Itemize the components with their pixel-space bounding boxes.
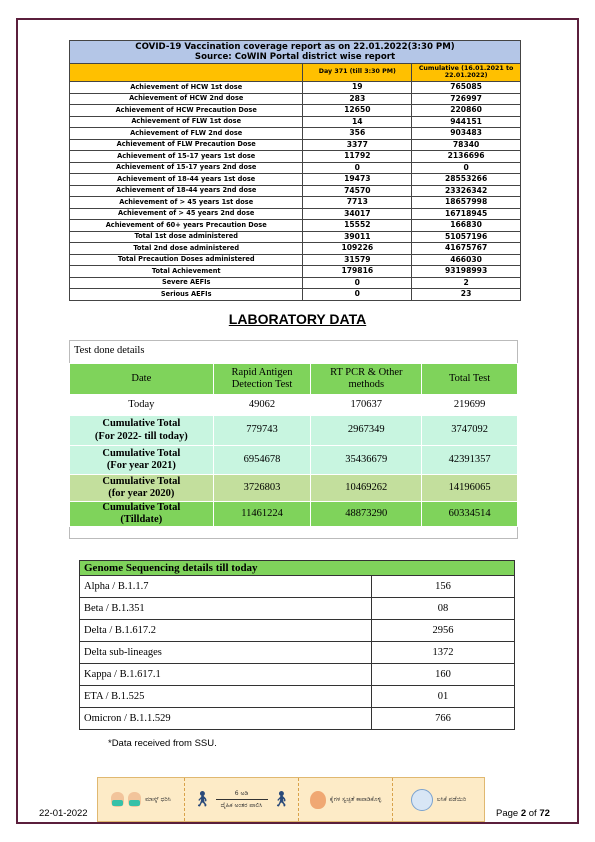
lab-row: [70, 475, 518, 502]
vaccination-row-day: 19: [303, 82, 412, 94]
vaccination-row-cumulative: 166830: [412, 220, 521, 232]
genome-row: [80, 642, 515, 664]
header-blank-cell: [70, 64, 303, 82]
vaccination-row-label: Total 1st dose administered: [70, 231, 303, 243]
covid-appropriate-behaviour-banner: [97, 777, 485, 822]
vaccination-row: [70, 139, 521, 151]
page-total: 72: [539, 808, 550, 819]
banner-distance-text: ದೈಹಿಕ ಅಂತರ ಪಾಲಿಸಿ: [220, 802, 263, 809]
vaccination-row-day: 0: [303, 277, 412, 289]
footer-date: 22-01-2022: [39, 808, 88, 819]
vaccination-row-label: Achievement of HCW 1st dose: [70, 82, 303, 94]
masked-face-icon: [128, 792, 141, 807]
vaccination-row-cumulative: 78340: [412, 139, 521, 151]
vaccination-title-row: [70, 41, 521, 64]
vaccination-row-cumulative: 23326342: [412, 185, 521, 197]
vaccination-row: [70, 116, 521, 128]
vaccination-row: [70, 243, 521, 255]
genome-variant-count: 766: [372, 708, 515, 730]
banner-distance-value: 6 ಅಡಿ: [234, 789, 249, 797]
lab-row: [70, 502, 518, 527]
lab-row-label-line1: Cumulative Total: [102, 447, 181, 459]
vaccination-row-cumulative: 2136696: [412, 151, 521, 163]
lab-caption: Test done details: [74, 345, 145, 356]
vaccination-source: Source: CoWIN Portal district wise report: [194, 52, 396, 62]
lab-row-total: 60334514: [422, 502, 518, 527]
vaccination-row-label: Achievement of 18-44 years 2nd dose: [70, 185, 303, 197]
genome-variant-name: Beta / B.1.351: [80, 598, 372, 620]
lab-header-rat-line2: Detection Test: [231, 379, 293, 390]
vaccination-row: [70, 151, 521, 163]
vaccination-row-cumulative: 0: [412, 162, 521, 174]
vaccination-row: [70, 128, 521, 140]
vaccination-row: [70, 162, 521, 174]
vaccination-row-label: Achievement of FLW 2nd dose: [70, 128, 303, 140]
genome-variant-count: 08: [372, 598, 515, 620]
header-day: Day 371 (till 3:30 PM): [303, 64, 412, 82]
person-icon: 🚶︎: [271, 790, 291, 808]
vaccination-row-cumulative: 16718945: [412, 208, 521, 220]
vaccination-row-day: 7713: [303, 197, 412, 209]
genome-variant-name: Delta sub-lineages: [80, 642, 372, 664]
banner-handwash-text: ಕೈಗಳ ಸ್ವಚ್ಛತೆ ಕಾಪಾಡಿಕೊಳ್ಳಿ: [329, 795, 382, 803]
lab-row: [70, 446, 518, 475]
vaccination-row-label: Severe AEFIs: [70, 277, 303, 289]
handwash-icon: [310, 791, 326, 809]
genome-variant-count: 1372: [372, 642, 515, 664]
vaccination-row-cumulative: 41675767: [412, 243, 521, 255]
vaccination-row-day: 15552: [303, 220, 412, 232]
lab-row-total: 3747092: [422, 416, 518, 446]
vaccination-row-cumulative: 28553266: [412, 174, 521, 186]
vaccination-row-day: 19473: [303, 174, 412, 186]
lab-row-label: [70, 502, 214, 527]
masked-face-icon: [111, 792, 124, 807]
lab-row-label-line1: Cumulative Total: [102, 502, 181, 513]
lab-row-total: 42391357: [422, 446, 518, 475]
lab-row-rtpcr: 170637: [311, 395, 422, 416]
vaccination-row-day: 0: [303, 289, 412, 301]
genome-table: [79, 560, 515, 730]
vaccination-table: [69, 40, 521, 301]
vaccination-row-cumulative: 18657998: [412, 197, 521, 209]
header-cumulative: Cumulative (16.01.2021 to 22.01.2022): [412, 64, 521, 82]
vaccination-row: [70, 266, 521, 278]
genome-row: [80, 686, 515, 708]
lab-header-date-text: Date: [131, 372, 152, 384]
lab-row-rat: 11461224: [213, 502, 311, 527]
lab-row-rtpcr: 48873290: [311, 502, 422, 527]
page-number: [496, 808, 550, 819]
vaccination-row-day: 11792: [303, 151, 412, 163]
vaccination-row-label: Achievement of 15-17 years 1st dose: [70, 151, 303, 163]
banner-vaccine-text: ಲಸಿಕೆ ಪಡೆಯಿರಿ: [436, 795, 467, 803]
vaccination-row-label: Achievement of HCW 2nd dose: [70, 93, 303, 105]
vaccination-row: [70, 231, 521, 243]
vaccination-row-cumulative: 726997: [412, 93, 521, 105]
page-of: of: [528, 808, 537, 819]
vaccination-row-day: 31579: [303, 254, 412, 266]
genome-variant-count: 156: [372, 576, 515, 598]
person-icon: 🚶︎: [192, 790, 212, 808]
genome-variant-name: Delta / B.1.617.2: [80, 620, 372, 642]
genome-row: [80, 576, 515, 598]
lab-row-rtpcr: 10469262: [311, 475, 422, 502]
vaccination-row: [70, 289, 521, 301]
vaccination-row-label: Achievement of HCW Precaution Dose: [70, 105, 303, 117]
vaccination-row-day: 39011: [303, 231, 412, 243]
lab-header-rtpcr-line2: methods: [348, 379, 385, 390]
vaccination-row-label: Achievement of > 45 years 2nd dose: [70, 208, 303, 220]
vaccination-row: [70, 220, 521, 232]
vaccination-row-day: 356: [303, 128, 412, 140]
vaccination-row-cumulative: 220860: [412, 105, 521, 117]
lab-header-total: [422, 364, 518, 395]
distance-arrow-icon: [216, 799, 268, 800]
lab-row-label-line2: (for year 2020): [108, 488, 175, 499]
vaccination-row: [70, 208, 521, 220]
vaccination-row-cumulative: 944151: [412, 116, 521, 128]
lab-header-rat-line1: Rapid Antigen: [231, 366, 293, 378]
vaccination-icon: [411, 789, 433, 811]
banner-distance-segment: [184, 778, 298, 821]
genome-row: [80, 598, 515, 620]
genome-variant-count: 160: [372, 664, 515, 686]
lab-table: [69, 363, 518, 527]
vaccination-row-label: Achievement of > 45 years 1st dose: [70, 197, 303, 209]
lab-header-rat: [213, 364, 311, 395]
genome-variant-name: Alpha / B.1.1.7: [80, 576, 372, 598]
vaccination-header-row: [70, 64, 521, 82]
vaccination-row: [70, 105, 521, 117]
genome-variant-count: 01: [372, 686, 515, 708]
page-current: 2: [520, 808, 527, 819]
genome-variant-name: Kappa / B.1.617.1: [80, 664, 372, 686]
lab-row-label-line2: (For 2022- till today): [94, 430, 188, 442]
genome-variant-name: Omicron / B.1.1.529: [80, 708, 372, 730]
vaccination-row-cumulative: 903483: [412, 128, 521, 140]
lab-header-rtpcr: [311, 364, 422, 395]
vaccination-row-cumulative: 93198993: [412, 266, 521, 278]
vaccination-row-day: 14: [303, 116, 412, 128]
vaccination-row: [70, 197, 521, 209]
vaccination-row: [70, 82, 521, 94]
vaccination-row-day: 179816: [303, 266, 412, 278]
lab-row-total: 219699: [422, 395, 518, 416]
lab-row: [70, 416, 518, 446]
banner-handwash-segment: [298, 778, 392, 821]
lab-row-rat: 779743: [213, 416, 311, 446]
lab-row-rtpcr: 35436679: [311, 446, 422, 475]
lab-row-total: 14196065: [422, 475, 518, 502]
lab-row-rat: 49062: [213, 395, 311, 416]
lab-row-rtpcr: 2967349: [311, 416, 422, 446]
vaccination-row-day: 0: [303, 162, 412, 174]
vaccination-row-label: Achievement of 15-17 years 2nd dose: [70, 162, 303, 174]
vaccination-row-cumulative: 23: [412, 289, 521, 301]
lab-row: [70, 395, 518, 416]
lab-row-label: [70, 416, 214, 446]
vaccination-row-label: Total Precaution Doses administered: [70, 254, 303, 266]
banner-vaccine-segment: [392, 778, 484, 821]
genome-variant-name: ETA / B.1.525: [80, 686, 372, 708]
vaccination-row-label: Achievement of 18-44 years 1st dose: [70, 174, 303, 186]
lab-header-date: [70, 364, 214, 395]
genome-variant-count: 2956: [372, 620, 515, 642]
data-source-note: *Data received from SSU.: [108, 738, 217, 749]
vaccination-row: [70, 174, 521, 186]
vaccination-row-day: 283: [303, 93, 412, 105]
vaccination-row-label: Total 2nd dose administered: [70, 243, 303, 255]
vaccination-row: [70, 277, 521, 289]
lab-row-label: [70, 395, 214, 416]
laboratory-heading: LABORATORY DATA: [228, 311, 367, 327]
vaccination-row-cumulative: 51057196: [412, 231, 521, 243]
vaccination-row-cumulative: 466030: [412, 254, 521, 266]
vaccination-row-day: 109226: [303, 243, 412, 255]
vaccination-row-cumulative: 765085: [412, 82, 521, 94]
banner-mask-segment: [98, 778, 184, 821]
vaccination-row-label: Achievement of FLW Precaution Dose: [70, 139, 303, 151]
vaccination-row: [70, 93, 521, 105]
lab-header-total-text: Total Test: [448, 372, 491, 384]
genome-row: [80, 708, 515, 730]
vaccination-row-day: 3377: [303, 139, 412, 151]
vaccination-row-cumulative: 2: [412, 277, 521, 289]
lab-row-rat: 6954678: [213, 446, 311, 475]
vaccination-row-label: Achievement of 60+ years Precaution Dose: [70, 220, 303, 232]
lab-header-row: [70, 364, 518, 395]
lab-row-label-line1: Cumulative Total: [102, 475, 181, 487]
lab-row-label-line2: (Tilldate): [120, 514, 163, 526]
vaccination-row-label: Serious AEFIs: [70, 289, 303, 301]
genome-row: [80, 620, 515, 642]
vaccination-row-label: Achievement of FLW 1st dose: [70, 116, 303, 128]
banner-mask-text: ಮಾಸ್ಕ್ ಧರಿಸಿ: [145, 795, 171, 803]
lab-row-label-line1: Today: [128, 398, 155, 410]
vaccination-row-label: Total Achievement: [70, 266, 303, 278]
genome-row: [80, 664, 515, 686]
page-prefix: Page: [496, 808, 519, 819]
lab-row-label-line1: Cumulative Total: [102, 418, 181, 430]
genome-header-row: [80, 561, 515, 576]
vaccination-title: COVID-19 Vaccination coverage report as on 22.01.2022(3:30 PM): [135, 41, 455, 52]
lab-row-label: [70, 446, 214, 475]
vaccination-row: [70, 185, 521, 197]
vaccination-row: [70, 254, 521, 266]
lab-row-label-line2: (For year 2021): [106, 460, 176, 471]
lab-header-rtpcr-line1: RT PCR & Other: [330, 366, 403, 378]
vaccination-row-day: 12650: [303, 105, 412, 117]
vaccination-row-day: 74570: [303, 185, 412, 197]
lab-row-rat: 3726803: [213, 475, 311, 502]
lab-row-label: [70, 475, 214, 502]
genome-heading: Genome Sequencing details till today: [80, 561, 515, 576]
vaccination-row-day: 34017: [303, 208, 412, 220]
